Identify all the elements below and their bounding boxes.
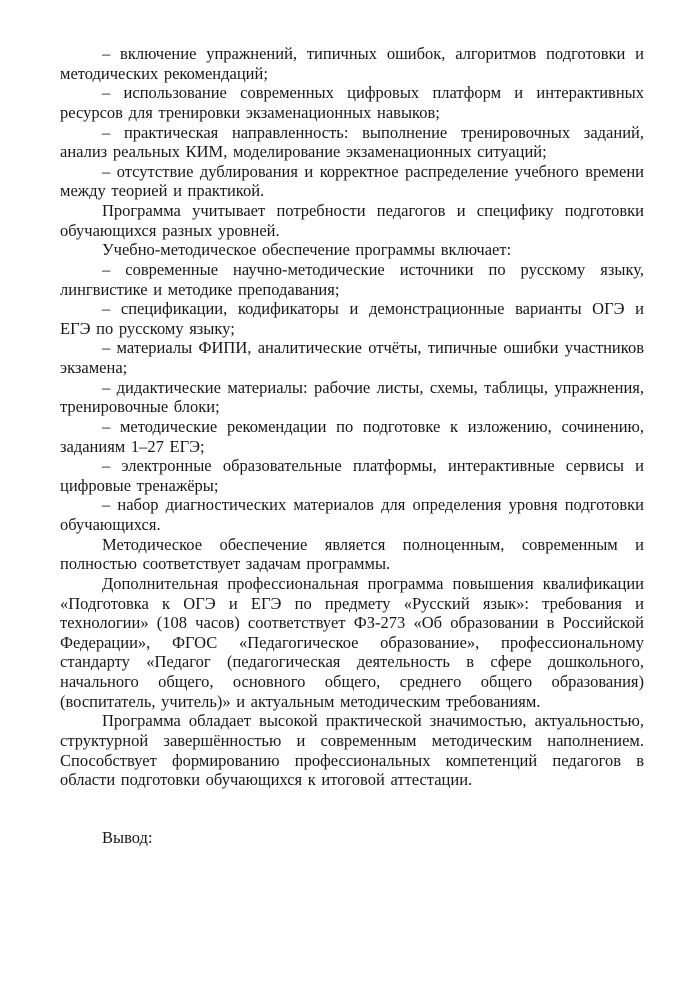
paragraph-program-needs: Программа учитывает потребности педагогов и специфику подготовки обучающихся разных уровней. [60,201,644,240]
list-item-didactic-materials: – дидактические материалы: рабочие листы, схемы, таблицы, упражнения, тренировочные блоки; [60,377,644,417]
list-item-practical-focus: – практическая направленность: выполнение тренировочных заданий, анализ реальных КИМ, моделирование экзаменационных ситуаций; [60,122,644,162]
list-item-fipi-materials: – материалы ФИПИ, аналитические отчёты, типичные ошибки участников экзамена; [60,338,644,377]
list-item-no-duplication: – отсутствие дублирования и корректное распределение учебного времени между теорией и практикой. [60,161,644,201]
list-item-digital-platforms: – использование современных цифровых платформ и интерактивных ресурсов для тренировки экзаменационных навыков; [60,83,644,122]
paragraph-program-compliance: Дополнительная профессиональная программа повышения квалификации «Подготовка к ОГЭ и ЕГЭ по предмету «Русский язык»: требования и технологии» (108 часов) соответствует ФЗ-273 «Об образовании в Российской Федерации», ФГОС «Педагогическое образование», профессиональному стандарту «Педагог (педагогическая деятельность в сфере дошкольного, начального общего, основного общего, среднего общего образования) (воспитатель, учитель)» и актуальным методическим требованиям. [60,573,644,711]
paragraph-support-assessment: Методическое обеспечение является полноценным, современным и полностью соответствует задачам программы. [60,534,644,574]
list-item-scientific-sources: – современные научно-методические источники по русскому языку, лингвистике и методике преподавания; [60,259,644,299]
list-item-method-recommendations: – методические рекомендации по подготовке к изложению, сочинению, заданиям 1–27 ЕГЭ; [60,416,644,456]
conclusion-label: Вывод: [102,827,153,847]
list-item-specifications: – спецификации, кодификаторы и демонстрационные варианты ОГЭ и ЕГЭ по русскому языку; [60,299,644,338]
list-item-diagnostic-set: – набор диагностических материалов для определения уровня подготовки обучающихся. [60,495,644,534]
list-item-electronic-platforms: – электронные образовательные платформы, интерактивные сервисы и цифровые тренажёры; [60,456,644,495]
paragraph-methodical-support-intro: Учебно-методическое обеспечение программы включает: [102,240,512,260]
paragraph-program-value: Программа обладает высокой практической значимостью, актуальностью, структурной завершённостью и современным методическим наполнением. Способствует формированию профессиональных компетенций педагогов в области подготовки обучающихся к итоговой аттестации. [60,711,644,790]
list-item-exercises: – включение упражнений, типичных ошибок, алгоритмов подготовки и методических рекомендаций; [60,44,644,83]
